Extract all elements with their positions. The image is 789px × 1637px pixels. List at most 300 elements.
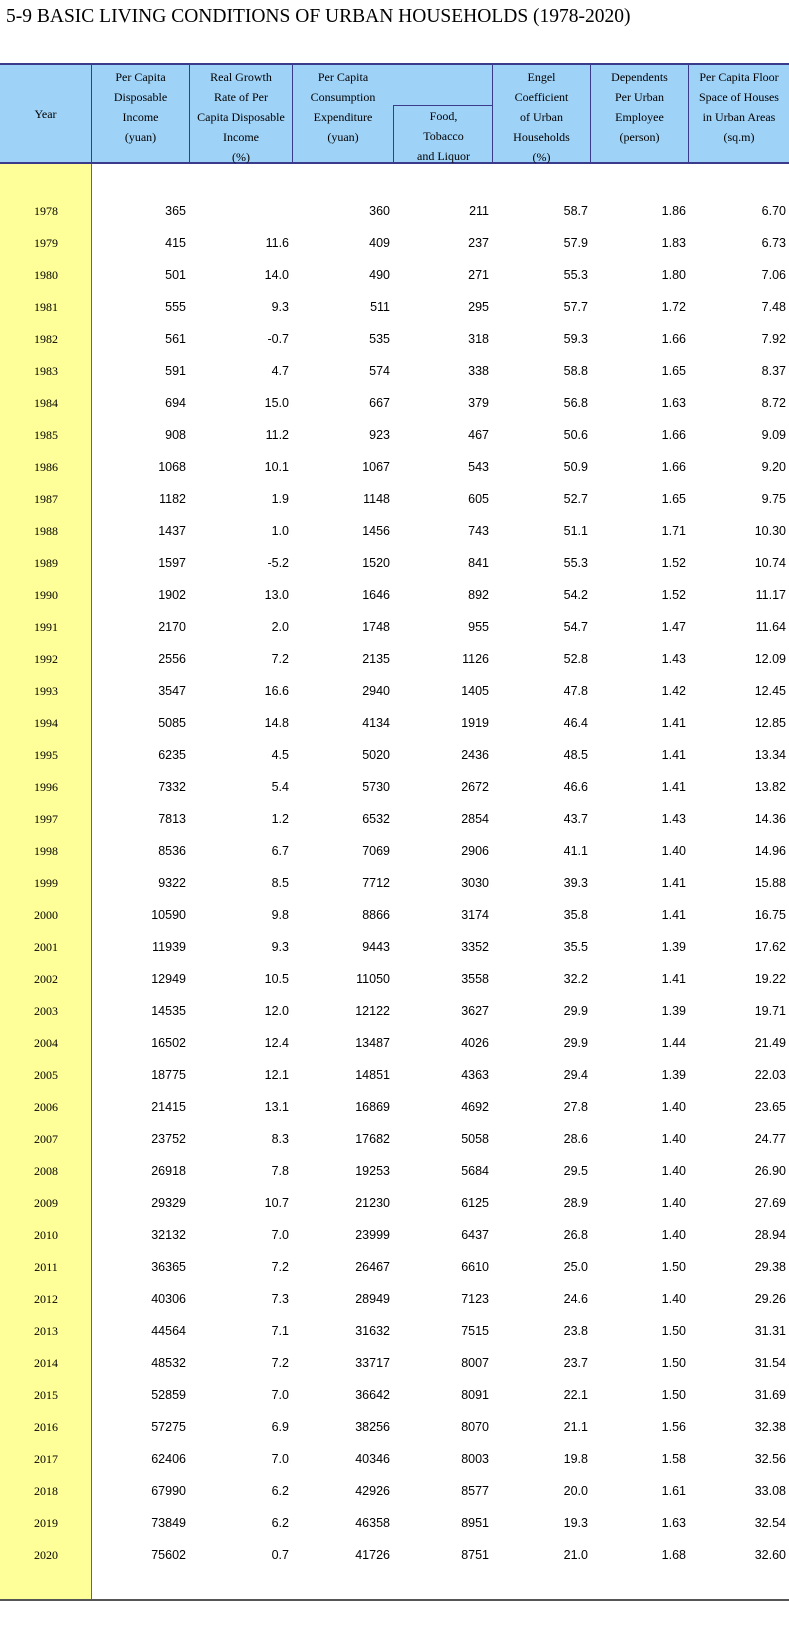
header-line: Coefficient (514, 90, 569, 104)
header-line: Employee (615, 110, 664, 124)
table-row (0, 773, 789, 805)
cell-dependents: 1.50 (661, 1324, 686, 1338)
cell-consumption-expenditure: 31632 (355, 1324, 390, 1338)
table-row (0, 965, 789, 997)
cell-disposable-income: 7813 (158, 812, 186, 826)
cell-floor-space: 29.26 (754, 1292, 786, 1306)
cell-dependents: 1.72 (661, 300, 686, 314)
header-line: Rate of Per (214, 90, 268, 104)
cell-consumption-expenditure: 1148 (363, 492, 390, 506)
table-row (0, 709, 789, 741)
cell-consumption-expenditure: 2940 (362, 684, 390, 698)
cell-real-growth-rate: 6.2 (271, 1484, 289, 1498)
cell-year: 1982 (34, 332, 58, 346)
cell-consumption-expenditure: 490 (369, 268, 390, 282)
cell-dependents: 1.56 (661, 1420, 686, 1434)
cell-real-growth-rate: -0.7 (267, 332, 289, 346)
cell-food-tobacco-liquor: 605 (468, 492, 489, 506)
cell-engel-coefficient: 35.8 (563, 908, 588, 922)
cell-food-tobacco-liquor: 7515 (461, 1324, 489, 1338)
cell-consumption-expenditure: 409 (369, 236, 390, 250)
cell-floor-space: 7.92 (761, 332, 786, 346)
header-line: (%) (232, 150, 250, 164)
cell-floor-space: 16.75 (754, 908, 786, 922)
header-year-label: Year (34, 106, 57, 121)
table-row (0, 389, 789, 421)
cell-food-tobacco-liquor: 237 (468, 236, 489, 250)
header-engel-coefficient (493, 65, 591, 162)
cell-floor-space: 32.54 (754, 1516, 786, 1530)
cell-engel-coefficient: 35.5 (563, 940, 588, 954)
header-disposable-income (92, 65, 190, 162)
header-line: Per Capita Floor (699, 70, 779, 84)
cell-disposable-income: 5085 (158, 716, 186, 730)
cell-food-tobacco-liquor: 955 (468, 620, 489, 634)
cell-consumption-expenditure: 5730 (362, 780, 390, 794)
cell-food-tobacco-liquor: 4026 (461, 1036, 489, 1050)
cell-dependents: 1.71 (661, 524, 686, 538)
cell-food-tobacco-liquor: 295 (468, 300, 489, 314)
header-year (0, 65, 92, 162)
cell-year: 2015 (34, 1388, 58, 1402)
cell-dependents: 1.41 (661, 780, 686, 794)
cell-disposable-income: 1437 (158, 524, 186, 538)
cell-engel-coefficient: 23.7 (563, 1356, 588, 1370)
table-row (0, 1093, 789, 1125)
cell-consumption-expenditure: 2135 (362, 652, 390, 666)
cell-engel-coefficient: 59.3 (563, 332, 588, 346)
cell-consumption-expenditure: 33717 (355, 1356, 390, 1370)
cell-floor-space: 14.96 (754, 844, 786, 858)
cell-engel-coefficient: 47.8 (563, 684, 588, 698)
cell-year: 1995 (34, 748, 58, 762)
table-row (0, 645, 789, 677)
cell-dependents: 1.86 (661, 204, 686, 218)
cell-floor-space: 33.08 (754, 1484, 786, 1498)
cell-real-growth-rate: 7.1 (271, 1324, 289, 1338)
header-line: Income (122, 110, 159, 124)
cell-disposable-income: 3547 (158, 684, 186, 698)
cell-disposable-income: 44564 (151, 1324, 186, 1338)
cell-floor-space: 19.22 (754, 972, 786, 986)
cell-consumption-expenditure: 16869 (355, 1100, 390, 1114)
cell-engel-coefficient: 50.9 (563, 460, 588, 474)
cell-engel-coefficient: 39.3 (563, 876, 588, 890)
table-row (0, 1413, 789, 1445)
cell-floor-space: 21.49 (754, 1036, 786, 1050)
cell-consumption-expenditure: 923 (369, 428, 390, 442)
table-header (0, 63, 789, 164)
header-line: and Liquor (417, 149, 470, 163)
cell-consumption-expenditure: 38256 (355, 1420, 390, 1434)
cell-disposable-income: 29329 (151, 1196, 186, 1210)
cell-dependents: 1.41 (661, 876, 686, 890)
cell-disposable-income: 21415 (151, 1100, 186, 1114)
table-body (0, 164, 789, 1601)
cell-year: 2019 (34, 1516, 58, 1530)
cell-floor-space: 12.85 (754, 716, 786, 730)
cell-dependents: 1.63 (661, 396, 686, 410)
cell-food-tobacco-liquor: 543 (468, 460, 489, 474)
cell-consumption-expenditure: 14851 (355, 1068, 390, 1082)
header-line: Engel (527, 70, 556, 84)
cell-food-tobacco-liquor: 8577 (461, 1484, 489, 1498)
cell-consumption-expenditure: 36642 (355, 1388, 390, 1402)
cell-dependents: 1.40 (661, 1132, 686, 1146)
table-row (0, 485, 789, 517)
cell-consumption-expenditure: 19253 (355, 1164, 390, 1178)
cell-year: 1993 (34, 684, 58, 698)
cell-disposable-income: 16502 (151, 1036, 186, 1050)
cell-floor-space: 11.17 (755, 588, 786, 602)
header-line: Income (223, 130, 259, 144)
cell-engel-coefficient: 54.2 (563, 588, 588, 602)
cell-year: 2004 (34, 1036, 58, 1050)
cell-real-growth-rate: 7.2 (271, 652, 289, 666)
cell-engel-coefficient: 20.0 (563, 1484, 588, 1498)
cell-disposable-income: 1182 (159, 492, 186, 506)
cell-engel-coefficient: 55.3 (563, 268, 588, 282)
table-row (0, 421, 789, 453)
cell-disposable-income: 67990 (151, 1484, 186, 1498)
cell-floor-space: 13.82 (754, 780, 786, 794)
cell-year: 1979 (34, 236, 58, 250)
cell-dependents: 1.39 (661, 940, 686, 954)
cell-dependents: 1.65 (661, 492, 686, 506)
cell-food-tobacco-liquor: 8751 (461, 1548, 489, 1562)
header-line: (yuan) (124, 130, 157, 144)
cell-consumption-expenditure: 7712 (362, 876, 390, 890)
cell-year: 1984 (34, 396, 58, 410)
table-bottom-rule (0, 1599, 789, 1601)
cell-dependents: 1.58 (661, 1452, 686, 1466)
cell-disposable-income: 1597 (158, 556, 186, 570)
cell-year: 2009 (34, 1196, 58, 1210)
cell-floor-space: 14.36 (754, 812, 786, 826)
cell-real-growth-rate: 12.0 (264, 1004, 289, 1018)
cell-real-growth-rate: 7.8 (271, 1164, 289, 1178)
cell-floor-space: 28.94 (754, 1228, 786, 1242)
cell-floor-space: 27.69 (754, 1196, 786, 1210)
cell-floor-space: 32.60 (754, 1548, 786, 1562)
cell-disposable-income: 555 (165, 300, 186, 314)
cell-real-growth-rate: 9.8 (271, 908, 289, 922)
cell-food-tobacco-liquor: 892 (468, 588, 489, 602)
cell-floor-space: 9.20 (761, 460, 786, 474)
cell-consumption-expenditure: 1067 (362, 460, 390, 474)
cell-floor-space: 31.54 (754, 1356, 786, 1370)
cell-year: 2007 (34, 1132, 58, 1146)
cell-floor-space: 31.31 (754, 1324, 786, 1338)
cell-real-growth-rate: 6.7 (271, 844, 289, 858)
cell-disposable-income: 561 (165, 332, 186, 346)
cell-year: 1987 (34, 492, 58, 506)
cell-dependents: 1.50 (661, 1356, 686, 1370)
cell-dependents: 1.66 (661, 460, 686, 474)
cell-disposable-income: 36365 (151, 1260, 186, 1274)
cell-food-tobacco-liquor: 8003 (461, 1452, 489, 1466)
cell-year: 2010 (34, 1228, 58, 1242)
header-line: Capita Disposable (197, 110, 285, 124)
table-row (0, 293, 789, 325)
table-row (0, 229, 789, 261)
cell-disposable-income: 10590 (151, 908, 186, 922)
table-row (0, 1029, 789, 1061)
cell-year: 1991 (34, 620, 58, 634)
table-row (0, 453, 789, 485)
cell-disposable-income: 365 (165, 204, 186, 218)
cell-disposable-income: 1068 (158, 460, 186, 474)
cell-consumption-expenditure: 26467 (355, 1260, 390, 1274)
cell-disposable-income: 11939 (152, 940, 186, 954)
cell-engel-coefficient: 48.5 (563, 748, 588, 762)
cell-food-tobacco-liquor: 2906 (461, 844, 489, 858)
table-row (0, 837, 789, 869)
cell-real-growth-rate: 1.0 (271, 524, 289, 538)
cell-floor-space: 15.88 (754, 876, 786, 890)
header-line: Space of Houses (699, 90, 779, 104)
cell-dependents: 1.43 (661, 812, 686, 826)
cell-consumption-expenditure: 7069 (362, 844, 390, 858)
cell-year: 2012 (34, 1292, 58, 1306)
cell-food-tobacco-liquor: 8951 (461, 1516, 489, 1530)
cell-food-tobacco-liquor: 318 (468, 332, 489, 346)
cell-year: 2011 (34, 1260, 58, 1274)
cell-engel-coefficient: 57.9 (563, 236, 588, 250)
cell-consumption-expenditure: 21230 (355, 1196, 390, 1210)
table-row (0, 1125, 789, 1157)
cell-disposable-income: 415 (165, 236, 186, 250)
header-line: Tobacco (423, 129, 464, 143)
cell-food-tobacco-liquor: 467 (468, 428, 489, 442)
cell-engel-coefficient: 41.1 (563, 844, 588, 858)
cell-food-tobacco-liquor: 7123 (461, 1292, 489, 1306)
cell-real-growth-rate: 10.7 (264, 1196, 289, 1210)
cell-dependents: 1.50 (661, 1388, 686, 1402)
cell-dependents: 1.40 (661, 1228, 686, 1242)
cell-consumption-expenditure: 535 (369, 332, 390, 346)
cell-floor-space: 22.03 (754, 1068, 786, 1082)
cell-dependents: 1.68 (661, 1548, 686, 1562)
cell-food-tobacco-liquor: 3558 (461, 972, 489, 986)
cell-dependents: 1.66 (661, 428, 686, 442)
cell-real-growth-rate: 11.6 (265, 236, 289, 250)
cell-real-growth-rate: 5.4 (271, 780, 289, 794)
cell-year: 1999 (34, 876, 58, 890)
table-row (0, 357, 789, 389)
cell-consumption-expenditure: 360 (369, 204, 390, 218)
cell-consumption-expenditure: 46358 (355, 1516, 390, 1530)
cell-disposable-income: 48532 (151, 1356, 186, 1370)
cell-real-growth-rate: 16.6 (264, 684, 289, 698)
cell-disposable-income: 694 (165, 396, 186, 410)
header-line: (%) (532, 150, 551, 164)
cell-disposable-income: 12949 (151, 972, 186, 986)
cell-engel-coefficient: 55.3 (563, 556, 588, 570)
cell-engel-coefficient: 57.7 (563, 300, 588, 314)
cell-food-tobacco-liquor: 5058 (461, 1132, 489, 1146)
cell-consumption-expenditure: 5020 (362, 748, 390, 762)
cell-real-growth-rate: 7.2 (271, 1356, 289, 1370)
table-row (0, 261, 789, 293)
cell-dependents: 1.40 (661, 1196, 686, 1210)
cell-food-tobacco-liquor: 841 (468, 556, 489, 570)
cell-dependents: 1.50 (661, 1260, 686, 1274)
cell-floor-space: 12.09 (754, 652, 786, 666)
cell-engel-coefficient: 19.3 (563, 1516, 588, 1530)
cell-engel-coefficient: 21.0 (563, 1548, 588, 1562)
cell-disposable-income: 62406 (151, 1452, 186, 1466)
cell-floor-space: 8.72 (761, 396, 786, 410)
cell-floor-space: 32.56 (754, 1452, 786, 1466)
cell-year: 1986 (34, 460, 58, 474)
cell-real-growth-rate: 1.2 (271, 812, 289, 826)
cell-real-growth-rate: 8.5 (271, 876, 289, 890)
cell-dependents: 1.41 (661, 716, 686, 730)
cell-food-tobacco-liquor: 6125 (461, 1196, 489, 1210)
cell-engel-coefficient: 29.9 (563, 1004, 588, 1018)
cell-year: 2017 (34, 1452, 58, 1466)
table-row (0, 1317, 789, 1349)
cell-real-growth-rate: 9.3 (271, 940, 289, 954)
cell-real-growth-rate: -5.2 (267, 556, 289, 570)
table-title: 5-9 BASIC LIVING CONDITIONS OF URBAN HOUSEHOLDS (1978-2020) (6, 6, 631, 27)
cell-real-growth-rate: 10.1 (264, 460, 289, 474)
cell-engel-coefficient: 28.9 (563, 1196, 588, 1210)
table-row (0, 1349, 789, 1381)
cell-dependents: 1.80 (661, 268, 686, 282)
cell-disposable-income: 26918 (151, 1164, 186, 1178)
cell-floor-space: 9.75 (761, 492, 786, 506)
cell-floor-space: 7.48 (761, 300, 786, 314)
cell-year: 2016 (34, 1420, 58, 1434)
cell-year: 2002 (34, 972, 58, 986)
cell-floor-space: 32.38 (754, 1420, 786, 1434)
cell-year: 2003 (34, 1004, 58, 1018)
cell-year: 2008 (34, 1164, 58, 1178)
table-row (0, 1381, 789, 1413)
cell-engel-coefficient: 46.6 (563, 780, 588, 794)
table-row (0, 1445, 789, 1477)
cell-consumption-expenditure: 511 (370, 300, 390, 314)
table-row (0, 1509, 789, 1541)
header-line: of Urban (520, 110, 563, 124)
cell-floor-space: 29.38 (754, 1260, 786, 1274)
cell-dependents: 1.66 (661, 332, 686, 346)
table-row (0, 997, 789, 1029)
cell-floor-space: 26.90 (754, 1164, 786, 1178)
cell-year: 2006 (34, 1100, 58, 1114)
cell-consumption-expenditure: 11050 (356, 972, 390, 986)
cell-consumption-expenditure: 1456 (362, 524, 390, 538)
cell-real-growth-rate: 8.3 (271, 1132, 289, 1146)
cell-year: 2014 (34, 1356, 58, 1370)
table-row (0, 613, 789, 645)
cell-engel-coefficient: 50.6 (563, 428, 588, 442)
header-line: Real Growth (210, 70, 272, 84)
cell-year: 2000 (34, 908, 58, 922)
cell-engel-coefficient: 58.7 (563, 204, 588, 218)
cell-disposable-income: 23752 (151, 1132, 186, 1146)
table-row (0, 517, 789, 549)
cell-food-tobacco-liquor: 6610 (461, 1260, 489, 1274)
cell-year: 1985 (34, 428, 58, 442)
cell-consumption-expenditure: 574 (369, 364, 390, 378)
header-line: Expenditure (313, 110, 373, 124)
cell-consumption-expenditure: 667 (369, 396, 390, 410)
table-row (0, 869, 789, 901)
cell-dependents: 1.65 (661, 364, 686, 378)
cell-engel-coefficient: 54.7 (563, 620, 588, 634)
cell-real-growth-rate: 7.0 (271, 1228, 289, 1242)
cell-disposable-income: 52859 (151, 1388, 186, 1402)
table-row (0, 1477, 789, 1509)
header-line: Households (513, 130, 570, 144)
cell-dependents: 1.52 (661, 556, 686, 570)
cell-disposable-income: 40306 (151, 1292, 186, 1306)
table-row (0, 581, 789, 613)
cell-dependents: 1.83 (661, 236, 686, 250)
cell-consumption-expenditure: 40346 (355, 1452, 390, 1466)
cell-food-tobacco-liquor: 8091 (461, 1388, 489, 1402)
cell-disposable-income: 6235 (158, 748, 186, 762)
cell-dependents: 1.61 (661, 1484, 686, 1498)
cell-food-tobacco-liquor: 2672 (461, 780, 489, 794)
cell-engel-coefficient: 28.6 (563, 1132, 588, 1146)
header-consumption-expenditure (293, 65, 493, 162)
header-consumption-main (293, 67, 393, 147)
cell-real-growth-rate: 7.2 (271, 1260, 289, 1274)
cell-real-growth-rate: 9.3 (271, 300, 289, 314)
cell-engel-coefficient: 29.5 (563, 1164, 588, 1178)
cell-engel-coefficient: 56.8 (563, 396, 588, 410)
cell-floor-space: 6.70 (761, 204, 786, 218)
cell-consumption-expenditure: 9443 (362, 940, 390, 954)
table-row (0, 325, 789, 357)
cell-real-growth-rate: 4.5 (271, 748, 289, 762)
header-line: (yuan) (327, 130, 359, 144)
header-line: Per Capita (317, 70, 369, 84)
cell-consumption-expenditure: 23999 (355, 1228, 390, 1242)
cell-food-tobacco-liquor: 8070 (461, 1420, 489, 1434)
cell-consumption-expenditure: 12122 (355, 1004, 390, 1018)
cell-year: 1994 (34, 716, 58, 730)
cell-engel-coefficient: 32.2 (563, 972, 588, 986)
cell-year: 1997 (34, 812, 58, 826)
cell-disposable-income: 1902 (158, 588, 186, 602)
header-food-tobacco-liquor (393, 105, 493, 162)
cell-dependents: 1.41 (661, 748, 686, 762)
cell-dependents: 1.39 (661, 1004, 686, 1018)
cell-consumption-expenditure: 1520 (362, 556, 390, 570)
cell-real-growth-rate: 12.1 (264, 1068, 289, 1082)
cell-consumption-expenditure: 8866 (362, 908, 390, 922)
table-row (0, 549, 789, 581)
header-line: Food, (429, 109, 458, 123)
cell-real-growth-rate: 10.5 (264, 972, 289, 986)
cell-real-growth-rate: 7.3 (271, 1292, 289, 1306)
cell-food-tobacco-liquor: 743 (468, 524, 489, 538)
header-real-growth-rate (190, 65, 293, 162)
cell-consumption-expenditure: 4134 (362, 716, 390, 730)
table-row (0, 1189, 789, 1221)
cell-consumption-expenditure: 17682 (355, 1132, 390, 1146)
cell-food-tobacco-liquor: 3030 (461, 876, 489, 890)
cell-disposable-income: 501 (165, 268, 186, 282)
cell-floor-space: 24.77 (754, 1132, 786, 1146)
cell-engel-coefficient: 24.6 (563, 1292, 588, 1306)
cell-disposable-income: 18775 (151, 1068, 186, 1082)
